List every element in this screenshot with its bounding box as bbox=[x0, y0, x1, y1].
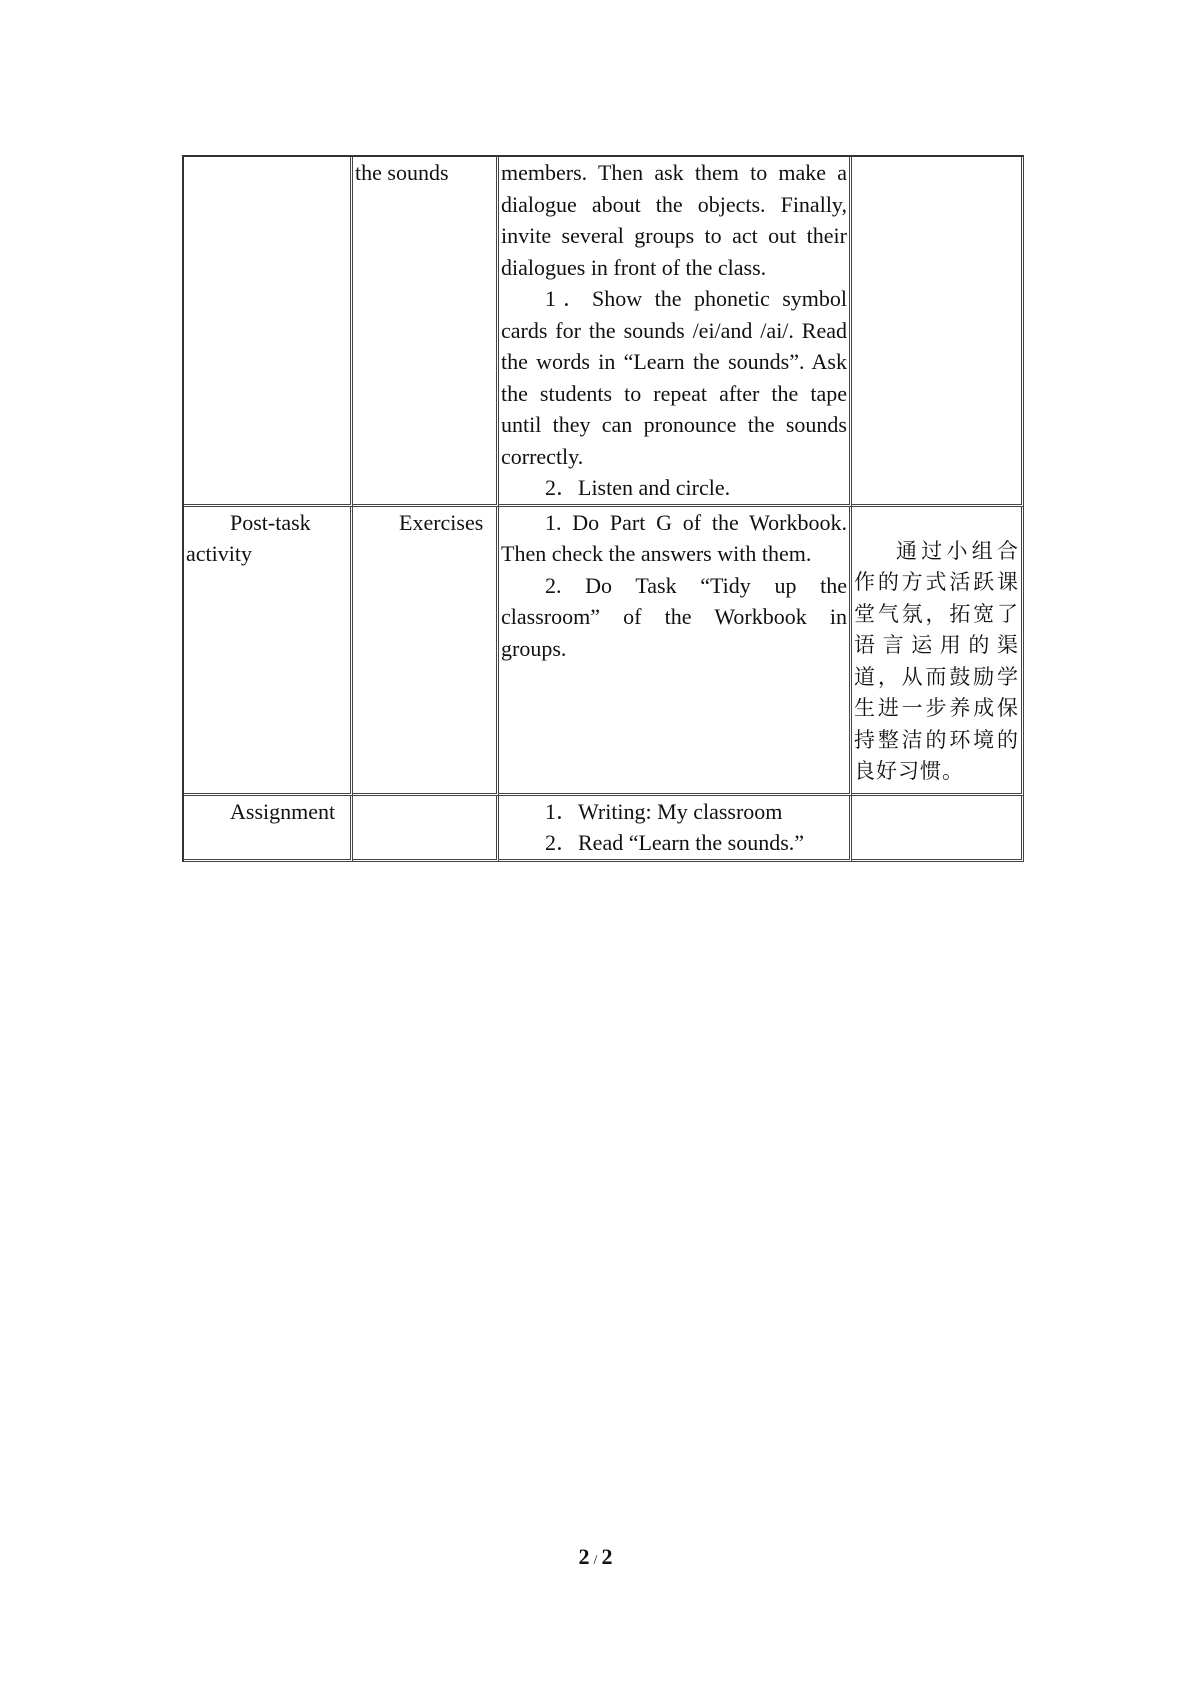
stage-cell bbox=[184, 796, 353, 862]
step-cell bbox=[353, 796, 499, 862]
table-row bbox=[184, 507, 1024, 796]
stage-cell bbox=[184, 507, 353, 796]
total-pages: 2 bbox=[601, 1544, 613, 1569]
purpose-text: 通过小组合作的方式活跃课堂气氛，拓宽了语言运用的渠道，从而鼓励学生进一步养成保持整洁的环境的良好习惯。 bbox=[854, 538, 1019, 783]
procedure-cell bbox=[499, 507, 852, 796]
procedure-paragraph: 2．Read “Learn the sounds.” bbox=[545, 830, 805, 855]
purpose-cell bbox=[852, 796, 1024, 862]
procedure-paragraph: members. Then ask them to make a dialogue about the objects. Finally, invite several groups to act out their dialogues in front of the class. bbox=[501, 160, 847, 280]
procedure-paragraph: 2．Listen and circle. bbox=[545, 475, 731, 500]
current-page: 2 bbox=[578, 1544, 590, 1569]
procedure-paragraph: 2. Do Task “Tidy up the classroom” of the Workbook in groups. bbox=[501, 572, 847, 661]
purpose-cell bbox=[852, 157, 1024, 507]
procedure-paragraph: 1．Writing: My classroom bbox=[545, 798, 783, 824]
page-number bbox=[0, 1544, 1191, 1570]
step-text: the sounds bbox=[355, 160, 449, 185]
step-cell bbox=[353, 157, 499, 507]
table-row bbox=[184, 157, 1024, 507]
stage-text: Post-task activity bbox=[186, 509, 311, 566]
stage-text: Assignment bbox=[230, 798, 336, 824]
procedure-paragraph: 1．Show the phonetic symbol cards for the sounds /ei/and /ai/. Read the words in “Learn the sounds”. Ask the students to repeat after the tape until they can pronounce the sounds correctly. bbox=[501, 286, 847, 469]
procedure-cell bbox=[499, 796, 852, 862]
purpose-cell bbox=[852, 507, 1024, 796]
lesson-plan-table bbox=[182, 155, 1024, 862]
procedure-paragraph: 1. Do Part G of the Workbook. Then check the answers with them. bbox=[501, 509, 847, 566]
stage-cell bbox=[184, 157, 353, 507]
step-text: Exercises bbox=[399, 509, 484, 535]
step-cell bbox=[353, 507, 499, 796]
page-separator: / bbox=[593, 1553, 598, 1568]
procedure-cell bbox=[499, 157, 852, 507]
table-row bbox=[184, 796, 1024, 862]
